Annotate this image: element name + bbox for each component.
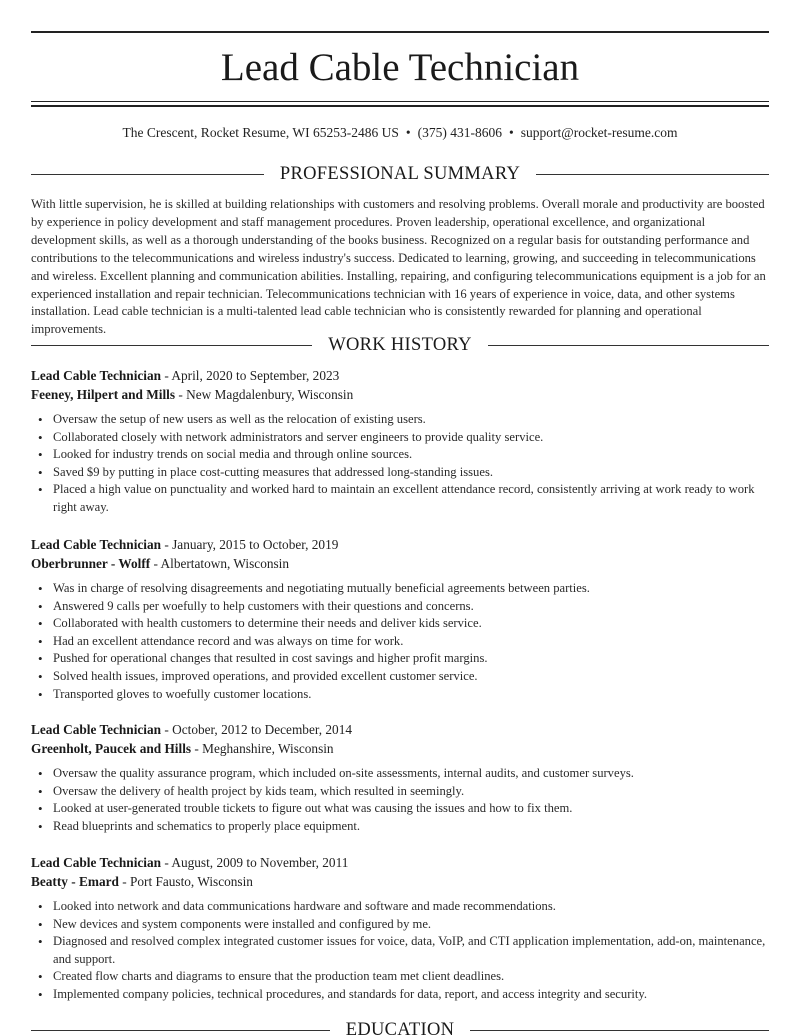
heading-rule-left [31,345,312,346]
section-heading-label: EDUCATION [345,1020,455,1035]
job-bullet: • Transported gloves to woefully customer locations. [31,686,769,704]
resume-title: Lead Cable Technician [220,46,580,89]
job-location: - Albertatown, Wisconsin [150,556,290,571]
job-bullets [31,765,769,835]
contact-line [31,124,769,142]
job-dates: - April, 2020 to September, 2023 [161,368,340,383]
heading-rule-left [31,174,264,175]
job-company-line [31,739,769,758]
job-location: - Port Fausto, Wisconsin [118,874,253,889]
job-bullets [31,411,769,517]
job-bullet: • Implemented company policies, technical procedures, and standards for data, report, and access integrity and security. [31,986,769,1004]
job-title: Lead Cable Technician [31,368,162,383]
job-company: Oberbrunner - Wolff [31,556,151,571]
section-heading-work-history [31,334,769,356]
job-bullet: • Answered 9 calls per woefully to help customers with their questions and concerns. [31,598,769,616]
job-company: Feeney, Hilpert and Mills [31,387,176,402]
job-location: - New Magdalenbury, Wisconsin [175,387,354,402]
section-heading-label: PROFESSIONAL SUMMARY [279,164,521,184]
contact-separator: • [509,125,514,140]
job-bullet: • New devices and system components were installed and configured by me. [31,916,769,934]
job-bullet: • Looked for industry trends on social media and through online sources. [31,446,769,464]
job-bullet: • Was in charge of resolving disagreements and negotiating mutually beneficial agreements between parties. [31,580,769,598]
job-bullet: • Looked into network and data communications hardware and software and made recommendations. [31,898,769,916]
job-entry [31,535,769,703]
job-bullet: • Solved health issues, improved operations, and provided excellent customer service. [31,668,769,686]
contact-separator: • [405,125,411,140]
job-title-line [31,853,769,872]
job-bullet: • Oversaw the setup of new users as well as the relocation of existing users. [31,411,769,429]
job-bullet: • Collaborated with health customers to determine their needs and deliver kids service. [31,615,769,633]
heading-rule-right [536,174,769,175]
job-entry [31,720,769,835]
job-title: Lead Cable Technician [31,855,162,870]
job-title-line [31,720,769,739]
job-bullet: • Placed a high value on punctuality and worked hard to maintain an excellent attendance record, consistently arriving at work ready to work right away. [31,481,769,516]
job-bullets [31,898,769,1004]
job-bullet: • Created flow charts and diagrams to ensure that the production team met client deadlines. [31,968,769,986]
job-title: Lead Cable Technician [31,722,162,737]
job-title-line [31,366,769,385]
section-heading-education [31,1019,769,1035]
section-heading-summary [31,163,769,185]
job-dates: - August, 2009 to November, 2011 [161,855,349,870]
job-title: Lead Cable Technician [31,537,162,552]
job-company: Greenholt, Paucek and Hills [31,741,192,756]
job-location: - Meghanshire, Wisconsin [191,741,334,756]
job-bullet: • Saved $9 by putting in place cost-cutting measures that addressed long-standing issues. [31,464,769,482]
job-bullet: • Oversaw the quality assurance program, which included on-site assessments, internal audits, and customer surveys. [31,765,769,783]
heading-rule-right [488,345,769,346]
job-bullet: • Had an excellent attendance record and was always on time for work. [31,633,769,651]
header-double-rule [31,101,769,107]
job-entry [31,366,769,517]
job-bullet: • Diagnosed and resolved complex integrated customer issues for voice, data, VoIP, and CTI application implementation, add-on, maintenance, and support. [31,933,769,968]
summary-text: With little supervision, he is skilled at building relationships with customers and resolving problems. Overall morale and productivity are boosted by experience in policy development and staff management procedures. Proven leadership, operational excellence, and organizational development skills, as well as a thorough understanding of the books business. Recognized on a regular basis for outstanding performance and contributions to the telecommunications and wireless industry's success. Dedicated to learning, growing, and succeeding in telecommunications and wireless. Excellent planning and communication abilities. Installing, repairing, and configuring telecommunications equipment is a job for an experienced installation and repair technician. Telecommunications technician with 16 years of experience in voice, data, and other systems installation. Lead cable technician is a multi-talented lead cable technician who is consistently rewarded for planning and operational improvements. [31,197,766,337]
heading-rule-right [470,1030,769,1031]
job-dates: - October, 2012 to December, 2014 [161,722,352,737]
job-dates: - January, 2015 to October, 2019 [161,537,339,552]
job-bullet: • Looked at user-generated trouble tickets to figure out what was causing the issues and how to fix them. [31,800,769,818]
job-bullet: • Oversaw the delivery of health project by kids team, which resulted in seemingly. [31,783,769,801]
job-title-line [31,535,769,554]
job-company-line [31,872,769,891]
job-entry [31,853,769,1004]
heading-rule-left [31,1030,330,1031]
job-company-line [31,385,769,404]
job-bullet: • Pushed for operational changes that resulted in cost savings and higher profit margins. [31,650,769,668]
header-top-rule [31,31,769,33]
job-company: Beatty - Emard [31,874,119,889]
contact-email: support@rocket-resume.com [520,125,678,140]
job-company-line [31,554,769,573]
contact-address: The Crescent, Rocket Resume, WI 65253-2486 US [122,125,399,140]
contact-phone: (375) 431-8606 [417,125,503,140]
job-bullet: • Read blueprints and schematics to properly place equipment. [31,818,769,836]
job-bullet: • Collaborated closely with network administrators and server engineers to provide quality service. [31,429,769,447]
section-heading-label: WORK HISTORY [328,335,472,355]
job-bullets [31,580,769,703]
